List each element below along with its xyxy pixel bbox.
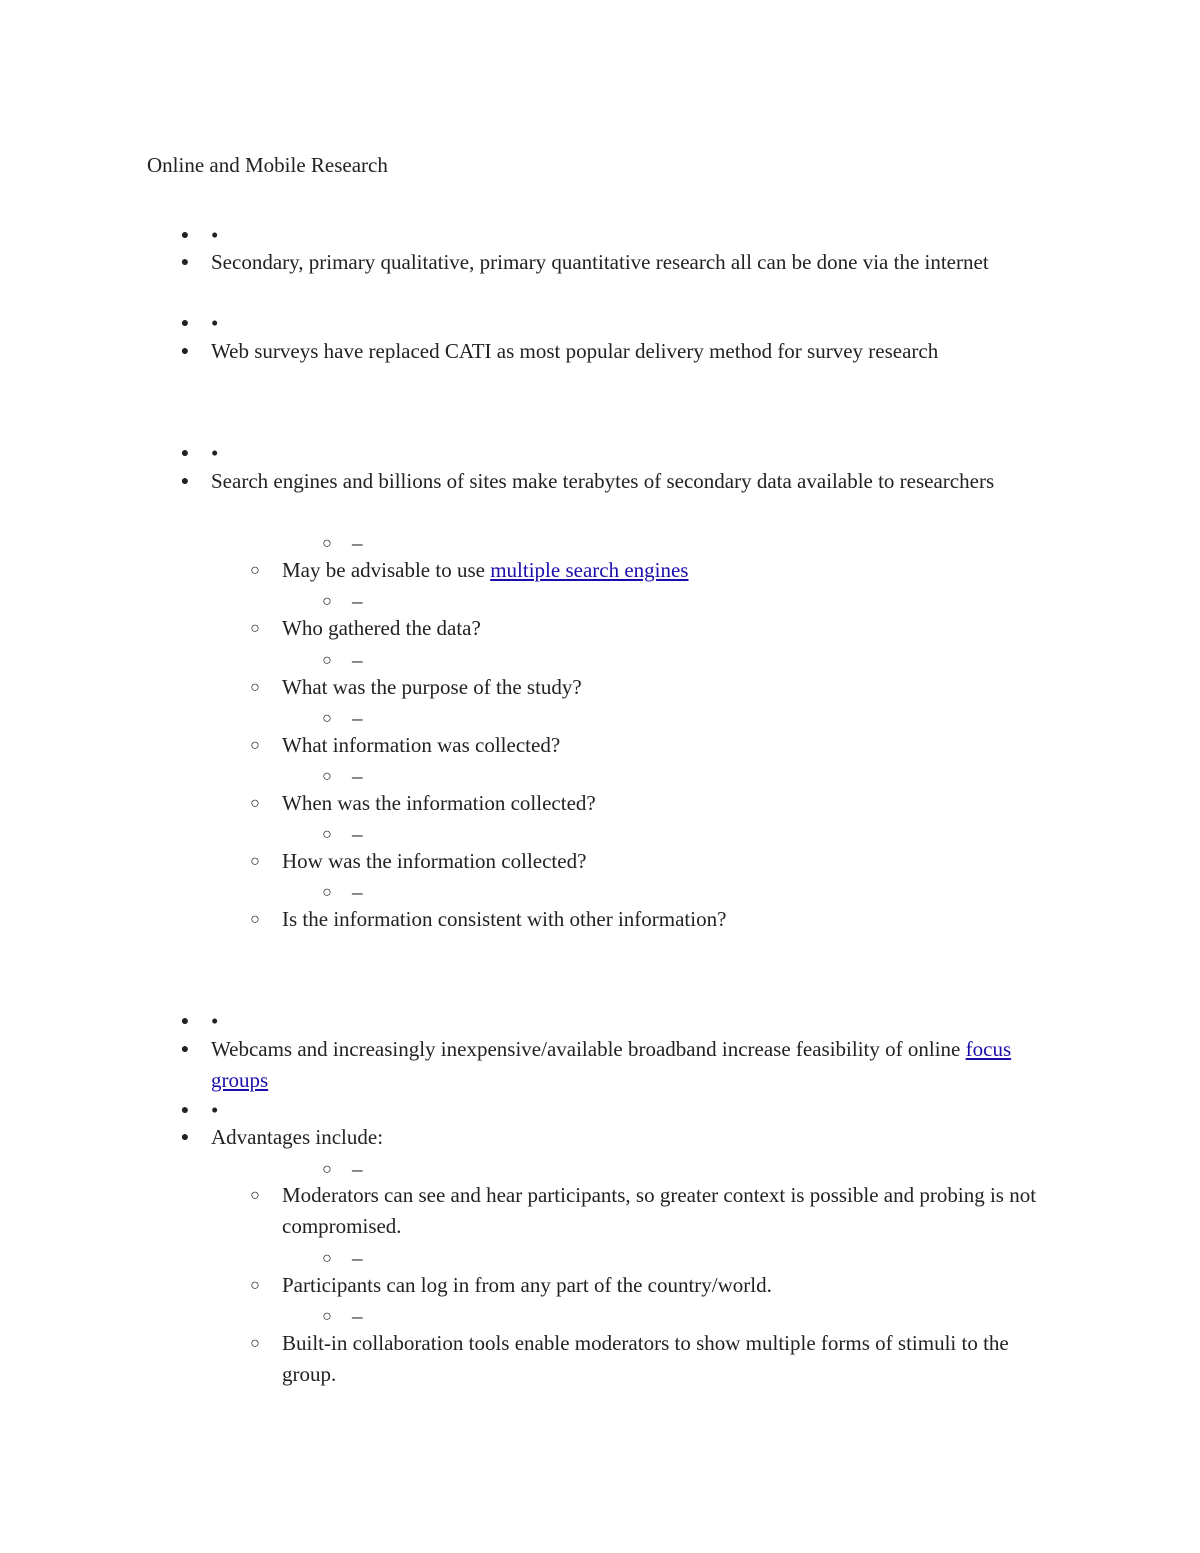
circle-bullet-icon: ○ (322, 884, 332, 901)
circle-bullet-icon: ○ (322, 535, 332, 552)
multiple-search-engines-link[interactable]: multiple search engines (490, 558, 689, 582)
list-item-text: Web surveys have replaced CATI as most popular delivery method for survey research (211, 339, 939, 363)
circle-bullet-icon: ○ (322, 1308, 332, 1325)
list-item-text: Advantages include: (211, 1125, 384, 1149)
dash-glyph: – (352, 589, 363, 613)
dash-glyph: – (352, 648, 363, 672)
sub-list-item-text: How was the information collected? (282, 849, 587, 873)
bullet-glyph: • (211, 1098, 219, 1122)
sub-list-item-text: Moderators can see and hear participants, so greater context is possible and probing is not compromised. (282, 1183, 1037, 1238)
sub-list-item-text: Participants can log in from any part of the country/world. (282, 1273, 772, 1297)
circle-bullet-icon: ○ (322, 593, 332, 610)
circle-bullet-icon: ○ (250, 795, 260, 812)
dash-glyph: – (352, 1246, 363, 1270)
list-item-prefix: Webcams and increasingly inexpensive/available broadband increase feasibility of online (211, 1037, 966, 1061)
circle-bullet-icon: ○ (250, 1277, 260, 1294)
dash-glyph: – (352, 706, 363, 730)
disc-bullet-icon: ● (180, 1103, 190, 1118)
circle-bullet-icon: ○ (322, 1161, 332, 1178)
circle-bullet-icon: ○ (250, 679, 260, 696)
bullet-glyph: • (211, 223, 219, 247)
sub-list-item-prefix: May be advisable to use (282, 558, 491, 582)
disc-bullet-icon: ● (180, 255, 190, 270)
circle-bullet-icon: ○ (250, 620, 260, 637)
list-item-text: Secondary, primary qualitative, primary quantitative research all can be done via the internet (211, 250, 989, 274)
circle-bullet-icon: ○ (322, 826, 332, 843)
dash-glyph: – (352, 880, 363, 904)
disc-bullet-icon: ● (180, 446, 190, 461)
circle-bullet-icon: ○ (250, 1335, 260, 1352)
circle-bullet-icon: ○ (250, 1187, 260, 1204)
dash-glyph: – (352, 531, 363, 555)
disc-bullet-icon: ● (180, 228, 190, 243)
circle-bullet-icon: ○ (250, 911, 260, 928)
disc-bullet-icon: ● (180, 1014, 190, 1029)
circle-bullet-icon: ○ (322, 652, 332, 669)
dash-glyph: – (352, 764, 363, 788)
circle-bullet-icon: ○ (250, 853, 260, 870)
disc-bullet-icon: ● (180, 344, 190, 359)
sub-list-item-text: When was the information collected? (282, 791, 596, 815)
bullet-glyph: • (211, 311, 219, 335)
sub-list-item-text: What was the purpose of the study? (282, 675, 582, 699)
focus-groups-link[interactable]: focus groups (211, 1037, 1012, 1092)
sub-list-item-text: What information was collected? (282, 733, 561, 757)
list-item-text: Search engines and billions of sites make terabytes of secondary data available to researchers (211, 469, 995, 493)
sub-list-item-text: Is the information consistent with other information? (282, 907, 727, 931)
circle-bullet-icon: ○ (322, 768, 332, 785)
circle-bullet-icon: ○ (250, 562, 260, 579)
list-item-text (211, 1034, 1061, 1096)
page-title: Online and Mobile Research (147, 153, 388, 177)
dash-glyph: – (352, 1157, 363, 1181)
bullet-glyph: • (211, 441, 219, 465)
bullet-glyph: • (211, 1009, 219, 1033)
disc-bullet-icon: ● (180, 474, 190, 489)
circle-bullet-icon: ○ (322, 710, 332, 727)
sub-list-item-text: Who gathered the data? (282, 616, 481, 640)
disc-bullet-icon: ● (180, 316, 190, 331)
disc-bullet-icon: ● (180, 1042, 190, 1057)
circle-bullet-icon: ○ (322, 1250, 332, 1267)
dash-glyph: – (352, 1304, 363, 1328)
sub-list-item-text (282, 555, 1062, 586)
dash-glyph: – (352, 822, 363, 846)
circle-bullet-icon: ○ (250, 737, 260, 754)
disc-bullet-icon: ● (180, 1130, 190, 1145)
sub-list-item-text: Built-in collaboration tools enable moderators to show multiple forms of stimuli to the group. (282, 1331, 1009, 1386)
